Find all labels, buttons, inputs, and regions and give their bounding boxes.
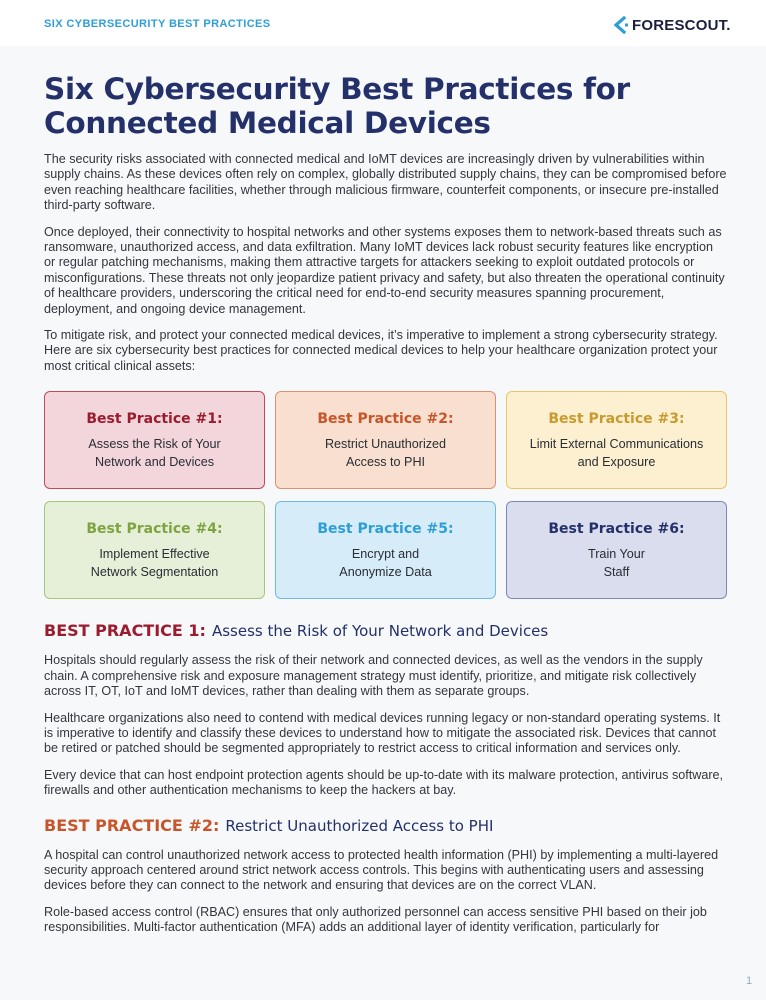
running-head: SIX CYBERSECURITY BEST PRACTICES bbox=[44, 18, 271, 30]
card-description: Train Your Staff bbox=[588, 547, 645, 580]
card-description: Implement Effective Network Segmentation bbox=[90, 547, 219, 580]
section-1-paragraph-2: Healthcare organizations also need to contend with medical devices running legacy or non-standard operating systems. It is imperative to identify and classify these devices to understand how to mitigate the associated risk. Devices that cannot be retired or patched should be segmented appropriately to restrict access to critical information and services only. bbox=[44, 710, 721, 756]
card-best-practice-3 bbox=[506, 391, 727, 489]
title-line-1: Six Cybersecurity Best Practices for bbox=[44, 72, 630, 106]
section-2-heading bbox=[44, 816, 727, 835]
title-line-2: Connected Medical Devices bbox=[44, 106, 491, 140]
section-2-paragraph-1: A hospital can control unauthorized network access to protected health information (PHI) by implementing a multi-layered security approach centered around strict network access controls. This begins with authenticating users and assessing devices before they can connect to the network and ensuring that devices are on the correct VLAN. bbox=[44, 847, 719, 893]
forescout-logo bbox=[612, 15, 731, 35]
card-title: Best Practice #5: bbox=[317, 521, 454, 538]
card-description: Restrict Unauthorized Access to PHI bbox=[324, 437, 447, 470]
page-title bbox=[44, 72, 727, 140]
section-2-label: BEST PRACTICE #2: bbox=[44, 815, 220, 835]
main-content bbox=[44, 72, 727, 947]
section-1-label: BEST PRACTICE 1: bbox=[44, 621, 206, 641]
section-1-title: Assess the Risk of Your Network and Devices bbox=[211, 622, 549, 641]
section-2-title: Restrict Unauthorized Access to PHI bbox=[225, 816, 494, 835]
section-1-paragraph-1: Hospitals should regularly assess the risk of their network and connected devices, as well as the vendors in the supply chain. A comprehensive risk and exposure management strategy must identify, prioritize, and mitigate risk collectively across IT, OT, IoT and IoMT devices, rather than dealing with them as separate groups. bbox=[44, 653, 703, 699]
card-title: Best Practice #6: bbox=[548, 521, 685, 538]
section-2-paragraph-2: Role-based access control (RBAC) ensures that only authorized personnel can access sensitive PHI based on their job responsibilities. Multi-factor authentication (MFA) adds an additional layer of identity verification, particularly for bbox=[44, 904, 707, 935]
forescout-chevron-icon bbox=[612, 16, 628, 34]
section-1-paragraph-3: Every device that can host endpoint protection agents should be up-to-date with its malware protection, antivirus software, firewalls and other authentication mechanisms to keep the hackers at bay. bbox=[44, 767, 724, 798]
best-practices-grid bbox=[44, 391, 727, 599]
page-number: 1 bbox=[746, 975, 753, 987]
card-title: Best Practice #4: bbox=[86, 521, 223, 538]
card-title: Best Practice #2: bbox=[317, 411, 454, 428]
section-1-heading bbox=[44, 621, 727, 640]
card-title: Best Practice #3: bbox=[548, 411, 685, 428]
intro-paragraph-1: The security risks associated with connected medical and IoMT devices are increasingly driven by vulnerabilities within supply chains. As these devices often rely on complex, globally distributed supply chains, they can be compromised before even reaching healthcare facilities, whether through malicious firmware, counterfeit components, or insecure pre-installed third-party software. bbox=[44, 152, 727, 213]
card-title: Best Practice #1: bbox=[86, 411, 223, 428]
intro-paragraph-2: Once deployed, their connectivity to hospital networks and other systems exposes them to network-based threats such as ransomware, unauthorized access, and data exfiltration. Many IoMT devices lack robust security features like encryption or regular patching mechanisms, making them attractive targets for attackers seeking to exploit outdated protocols or misconfigurations. These threats not only jeopardize patient privacy and safety, but also threaten the operational continuity of healthcare providers, underscoring the critical need for end-to-end security measures spanning procurement, deployment, and ongoing device management. bbox=[44, 224, 725, 316]
intro-paragraph-3: To mitigate risk, and protect your connected medical devices, it’s imperative to implement a strong cybersecurity strategy. Here are six cybersecurity best practices for connected medical devices to help your healthcare organization protect your most critical clinical assets: bbox=[44, 328, 718, 373]
card-best-practice-2 bbox=[275, 391, 496, 489]
card-description: Assess the Risk of Your Network and Devices bbox=[88, 437, 221, 470]
card-description: Limit External Communications and Exposure bbox=[529, 437, 704, 470]
card-best-practice-5 bbox=[275, 501, 496, 599]
card-description: Encrypt and Anonymize Data bbox=[339, 547, 432, 580]
card-best-practice-6 bbox=[506, 501, 727, 599]
card-best-practice-4 bbox=[44, 501, 265, 599]
logo-text: FORESCOUT. bbox=[632, 16, 731, 34]
card-best-practice-1 bbox=[44, 391, 265, 489]
